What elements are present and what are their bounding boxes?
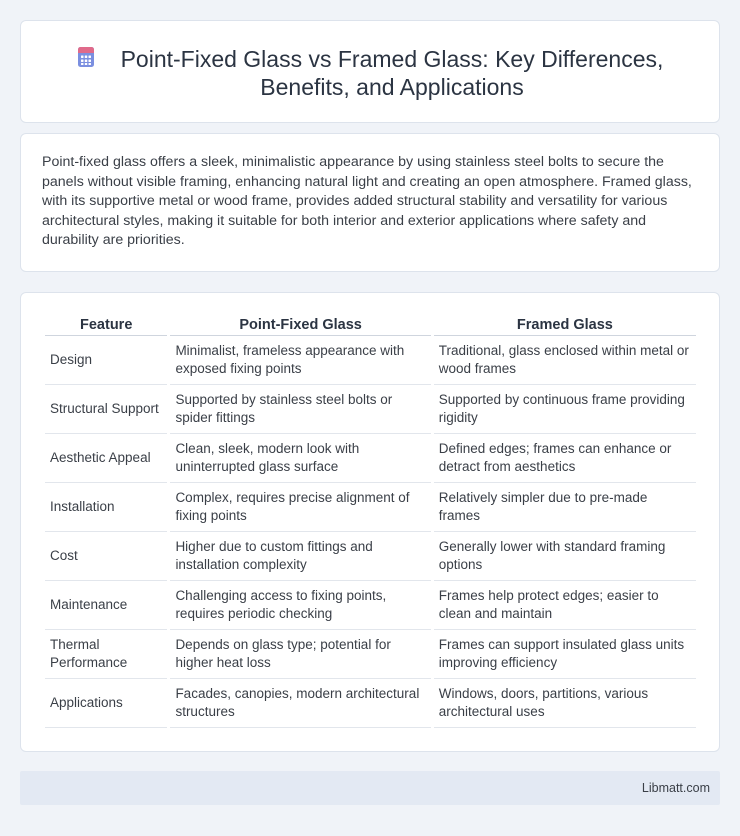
table-header-row	[45, 315, 696, 336]
point-fixed-cell: Facades, canopies, modern architectural structures	[170, 679, 430, 728]
summary-text: Point-fixed glass offers a sleek, minimalistic appearance by using stainless steel bolts to secure the panels without visible framing, enhancing natural light and creating an open atmosphere. Framed glass, with its supportive metal or wood frame, provides added structural stability and versatility for various architectural styles, making it suitable for both interior and exterior applications where safety and durability are priorities.	[42, 154, 692, 248]
comparison-table-card	[20, 292, 720, 752]
framed-cell: Supported by continuous frame providing rigidity	[434, 385, 696, 434]
feature-cell: Applications	[45, 679, 167, 728]
framed-cell: Relatively simpler due to pre-made frames	[434, 483, 696, 532]
framed-cell: Generally lower with standard framing options	[434, 532, 696, 581]
point-fixed-cell: Supported by stainless steel bolts or spider fittings	[170, 385, 430, 434]
point-fixed-cell: Higher due to custom fittings and installation complexity	[170, 532, 430, 581]
table-row	[45, 630, 696, 679]
table-row	[45, 336, 696, 385]
table-row	[45, 581, 696, 630]
framed-cell: Traditional, glass enclosed within metal or wood frames	[434, 336, 696, 385]
table-row	[45, 679, 696, 728]
feature-cell: Structural Support	[45, 385, 167, 434]
feature-cell: Maintenance	[45, 581, 167, 630]
framed-cell: Windows, doors, partitions, various architectural uses	[434, 679, 696, 728]
feature-cell: Aesthetic Appeal	[45, 434, 167, 483]
footer-brand-link[interactable]: Libmatt.com	[641, 781, 710, 795]
comparison-table	[42, 315, 699, 728]
header-framed: Framed Glass	[434, 315, 696, 336]
summary-card	[20, 133, 720, 272]
header-point-fixed: Point-Fixed Glass	[170, 315, 430, 336]
point-fixed-cell: Challenging access to fixing points, requires periodic checking	[170, 581, 430, 630]
table-row	[45, 434, 696, 483]
title-card	[20, 20, 720, 123]
table-row	[45, 532, 696, 581]
table-row	[45, 483, 696, 532]
framed-cell: Defined edges; frames can enhance or detract from aesthetics	[434, 434, 696, 483]
point-fixed-cell: Complex, requires precise alignment of fixing points	[170, 483, 430, 532]
feature-cell: Installation	[45, 483, 167, 532]
framed-cell: Frames help protect edges; easier to clean and maintain	[434, 581, 696, 630]
point-fixed-cell: Minimalist, frameless appearance with exposed fixing points	[170, 336, 430, 385]
point-fixed-cell: Clean, sleek, modern look with uninterrupted glass surface	[170, 434, 430, 483]
feature-cell: Thermal Performance	[45, 630, 167, 679]
page-title: Point-Fixed Glass vs Framed Glass: Key Differences, Benefits, and Applications	[120, 46, 664, 100]
point-fixed-cell: Depends on glass type; potential for higher heat loss	[170, 630, 430, 679]
feature-cell: Cost	[45, 532, 167, 581]
footer	[20, 771, 720, 805]
feature-cell: Design	[45, 336, 167, 385]
header-feature: Feature	[45, 315, 167, 336]
table-row	[45, 385, 696, 434]
framed-cell: Frames can support insulated glass units improving efficiency	[434, 630, 696, 679]
